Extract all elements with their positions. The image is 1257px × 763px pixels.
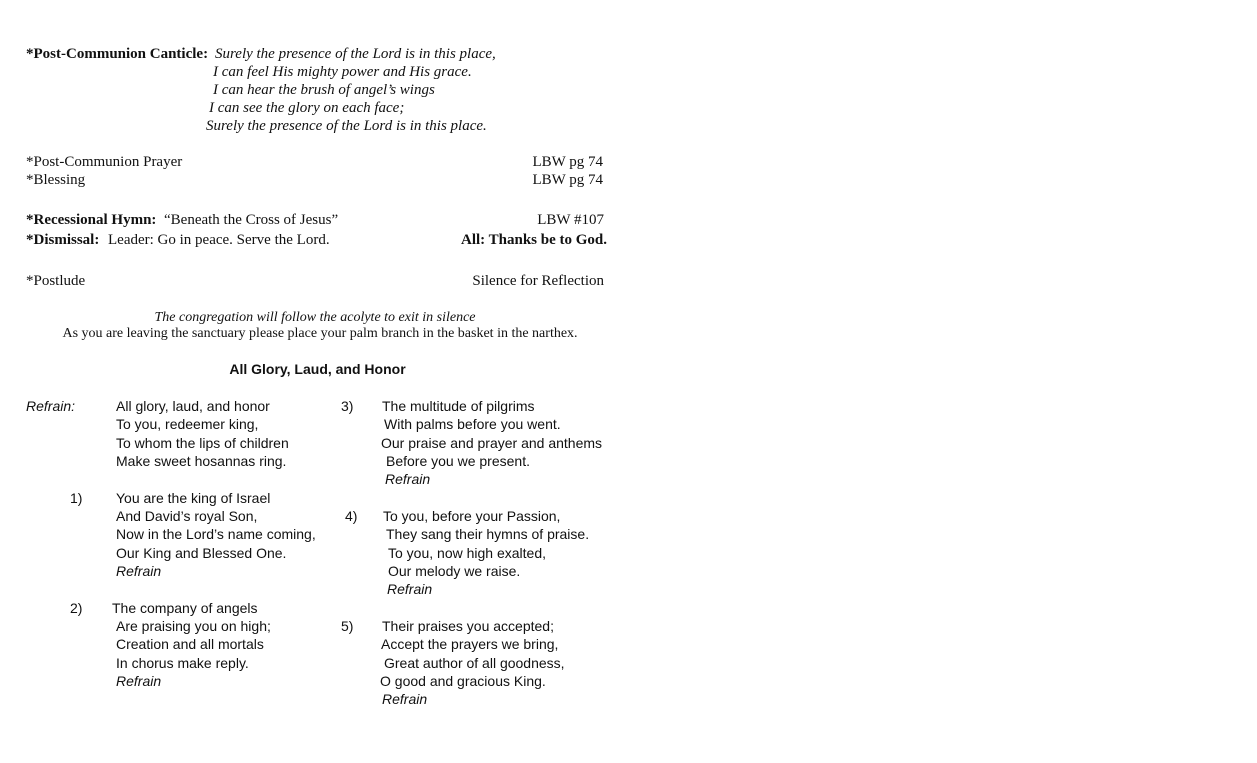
canticle-line: I can see the glory on each face; (209, 100, 405, 116)
verse-number: 2) (70, 600, 83, 616)
verse-line: With palms before you went. (384, 416, 561, 432)
verse-line: Now in the Lord’s name coming, (116, 526, 316, 542)
verse-line: Our melody we raise. (388, 563, 521, 579)
blessing-label: *Blessing (26, 172, 86, 188)
prayer-label: *Post-Communion Prayer (26, 154, 183, 170)
refrain-line: All glory, laud, and honor (116, 398, 270, 414)
hymn-title: All Glory, Laud, and Honor (229, 361, 406, 377)
recessional-label: *Recessional Hymn: (26, 212, 157, 228)
blessing-ref: LBW pg 74 (532, 172, 603, 188)
verse-line: O good and gracious King. (380, 673, 546, 689)
exit-note: The congregation will follow the acolyte to exit in silence (154, 310, 476, 325)
canticle-line: Surely the presence of the Lord is in this place, (215, 46, 496, 62)
postlude-label: *Postlude (26, 273, 86, 289)
refrain-cue: Refrain (116, 563, 162, 579)
verse-line: Are praising you on high; (116, 618, 271, 634)
verse-number: 5) (341, 618, 354, 634)
canticle-label: *Post-Communion Canticle: (26, 46, 209, 62)
prayer-ref: LBW pg 74 (532, 154, 603, 170)
verse-line: Our King and Blessed One. (116, 545, 287, 561)
refrain-line: Make sweet hosannas ring. (116, 453, 287, 469)
verse-number: 1) (70, 490, 83, 506)
verse-line: Our praise and prayer and anthems (381, 435, 603, 451)
refrain-cue: Refrain (116, 673, 162, 689)
verse-line: To you, before your Passion, (383, 508, 561, 524)
verse-line: Creation and all mortals (116, 636, 264, 652)
verse-line: Great author of all goodness, (384, 655, 565, 671)
refrain-label: Refrain: (26, 398, 76, 414)
recessional-ref: LBW #107 (537, 212, 604, 228)
refrain-line: To you, redeemer king, (116, 416, 259, 432)
postlude-ref: Silence for Reflection (472, 273, 604, 289)
verse-number: 3) (341, 398, 354, 414)
verse-line: To you, now high exalted, (388, 545, 546, 561)
verse-line: And David’s royal Son, (116, 508, 258, 524)
dismissal-leader: Leader: Go in peace. Serve the Lord. (108, 232, 330, 248)
verse-line: Before you we present. (386, 453, 530, 469)
recessional-title: “Beneath the Cross of Jesus” (164, 212, 339, 228)
verse-line: Accept the prayers we bring, (381, 636, 559, 652)
verse-line: Their praises you accepted; (382, 618, 554, 634)
refrain-cue: Refrain (387, 581, 433, 597)
verse-line: In chorus make reply. (116, 655, 249, 671)
canticle-line: I can hear the brush of angel’s wings (213, 82, 435, 98)
verse-line: You are the king of Israel (116, 490, 271, 506)
refrain-line: To whom the lips of children (116, 435, 289, 451)
canticle-line: I can feel His mighty power and His grace. (213, 64, 472, 80)
canticle-line: Surely the presence of the Lord is in this place. (206, 118, 487, 134)
verse-line: The company of angels (112, 600, 258, 616)
verse-line: They sang their hymns of praise. (386, 526, 590, 542)
palm-note: As you are leaving the sanctuary please place your palm branch in the basket in the narthex. (62, 326, 578, 341)
refrain-cue: Refrain (382, 691, 428, 707)
verse-line: The multitude of pilgrims (382, 398, 535, 414)
refrain-cue: Refrain (385, 471, 431, 487)
verse-number: 4) (345, 508, 358, 524)
dismissal-response: All: Thanks be to God. (460, 232, 607, 248)
dismissal-label: *Dismissal: (26, 232, 100, 248)
